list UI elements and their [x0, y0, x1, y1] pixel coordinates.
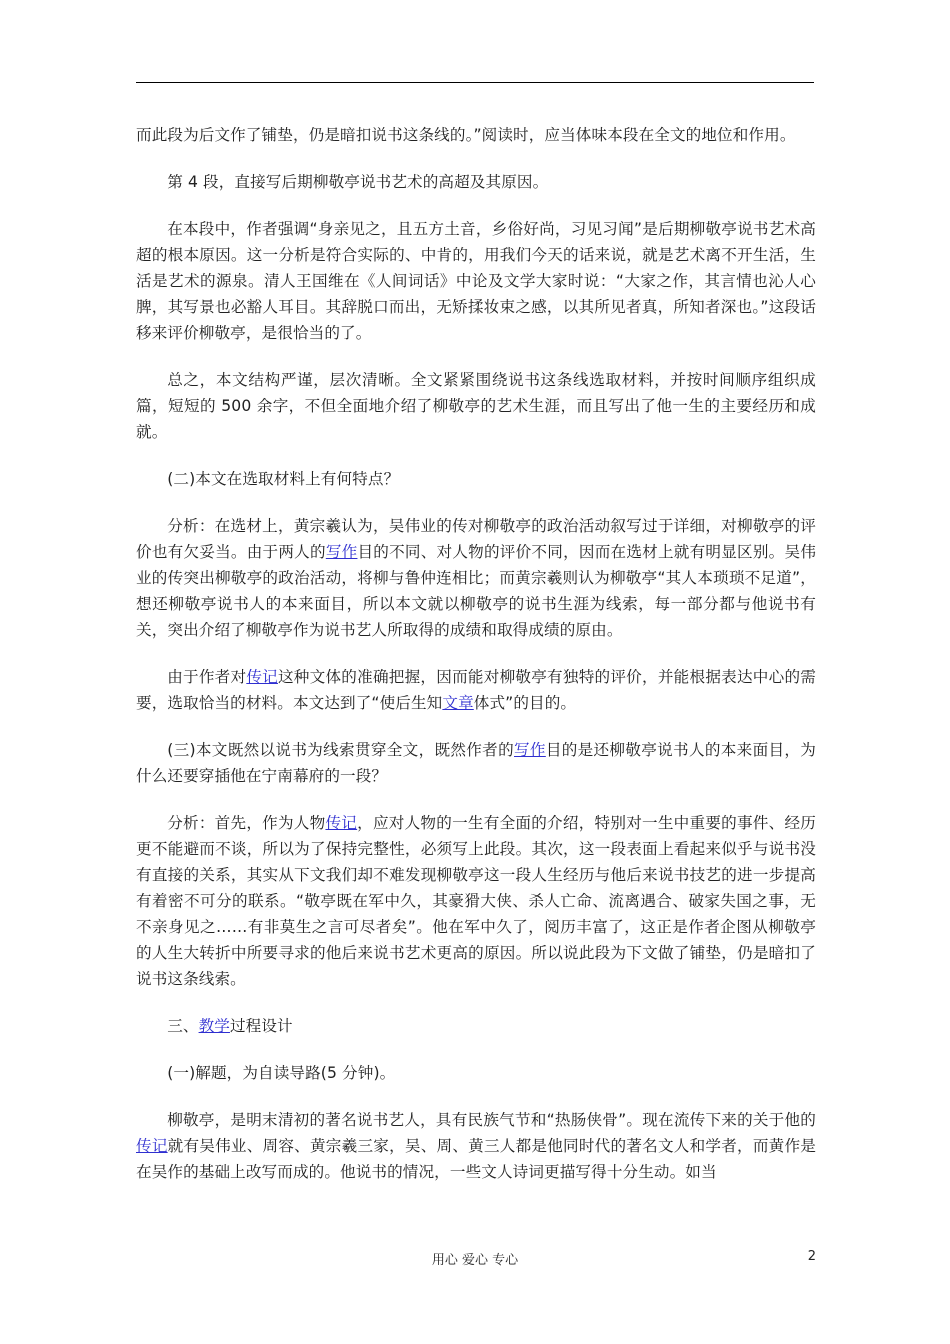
paragraph — [136, 513, 816, 643]
paragraph — [136, 1060, 816, 1086]
paragraph-text: 就有吴伟业、周容、黄宗羲三家，吴、周、黄三人都是他同时代的著名文人和学者，而黄作是在吴作的基础上改写而成的。他说书的情况，一些文人诗词更描写得十分生动。如当 — [136, 1137, 816, 1181]
footer-motto: 用心 爱心 专心 — [431, 1253, 519, 1268]
inline-link[interactable]: 教学 — [198, 1017, 230, 1035]
paragraph-text: 分析：在选材上，黄宗羲认为，吴伟业的传对柳敬亭的政治活动叙写过于详细，对柳敬亭的评价也有欠妥当。由于两人的 — [136, 517, 816, 561]
document-body — [136, 122, 816, 1206]
page-number: 2 — [807, 1249, 816, 1264]
paragraph — [136, 1107, 816, 1185]
inline-link[interactable]: 写作 — [514, 741, 546, 759]
inline-link[interactable]: 文章 — [442, 694, 474, 712]
paragraph-text: 这种文体的准确把握，因而能对柳敬亭有独特的评价，并能根据表达中心的需要，选取恰当的材料。本文达到了“使后生知 — [136, 668, 816, 712]
paragraph-text: 总之，本文结构严谨，层次清晰。全文紧紧围绕说书这条线选取材料，并按时间顺序组织成篇，短短的 500 余字，不但全面地介绍了柳敬亭的艺术生涯，而且写出了他一生的主要经历和成就。 — [136, 371, 816, 441]
paragraph — [136, 122, 816, 148]
paragraph — [136, 737, 816, 789]
paragraph-text: 体式”的目的。 — [473, 694, 577, 712]
paragraph-text: 第 4 段，直接写后期柳敬亭说书艺术的高超及其原因。 — [167, 173, 549, 191]
paragraph-text: 目的是还柳敬亭说书人的本来面目，为什么还要穿插他在宁南幕府的一段？ — [136, 741, 816, 785]
paragraph-text: 分析：首先，作为人物 — [167, 814, 326, 832]
paragraph — [136, 466, 816, 492]
inline-link[interactable]: 写作 — [325, 543, 358, 561]
paragraph-text: (二)本文在选取材料上有何特点？ — [167, 470, 400, 488]
paragraph-text: 由于作者对 — [167, 668, 247, 686]
paragraph-text: 三、 — [167, 1017, 199, 1035]
paragraph-text: ，应对人物的一生有全面的介绍，特别对一生中重要的事件、经历更不能避而不谈，所以为了保持完整性，必须写上此段。其次，这一段表面上看起来似乎与说书没有直接的关系，其实从下文我们却不难发现柳敬亭这一段人生经历与他后来说书技艺的进一步提高有着密不可分的联系。“敬亭既在军中久，其豪猾大侠、杀人亡命、流离遇合、破家失国之事，无不亲身见之……有非莫生之言可尽者矣”。他在军中久了，阅历丰富了，这正是作者企图从柳敬亭的人生大转折中所要寻求的他后来说书艺术更高的原因。所以说此段为下文做了铺垫，仍是暗扣了说书这条线索。 — [136, 814, 816, 988]
inline-link[interactable]: 传记 — [325, 814, 358, 832]
paragraph-text: 过程设计 — [229, 1017, 293, 1035]
paragraph — [136, 169, 816, 195]
paragraph-text: 而此段为后文作了铺垫，仍是暗扣说书这条线的。”阅读时，应当体味本段在全文的地位和作用。 — [136, 126, 796, 144]
paragraph — [136, 1013, 816, 1039]
paragraph — [136, 664, 816, 716]
inline-link[interactable]: 传记 — [246, 668, 278, 686]
paragraph — [136, 216, 816, 346]
paragraph-text: 在本段中，作者强调“身亲见之，且五方土音，乡俗好尚，习见习闻”是后期柳敬亭说书艺术高超的根本原因。这一分析是符合实际的、中肯的，用我们今天的话来说，就是艺术离不开生活，生活是艺术的源泉。清人王国维在《人间词话》中论及文学大家时说：“大家之作，其言情也沁人心脾，其写景也必豁人耳目。其辞脱口而出，无矫揉妆束之感，以其所见者真，所知者深也。”这段话移来评价柳敬亭，是很恰当的了。 — [136, 220, 816, 342]
inline-link[interactable]: 传记 — [136, 1137, 168, 1155]
paragraph-text: (一)解题，为自读导路(5 分钟)。 — [167, 1064, 396, 1082]
header-rule — [136, 82, 814, 83]
paragraph-text: 目的不同、对人物的评价不同，因而在选材上就有明显区别。吴伟业的传突出柳敬亭的政治活动，将柳与鲁仲连相比；而黄宗羲则认为柳敬亭“其人本琐琐不足道”，想还柳敬亭说书人的本来面目，所以本文就以柳敬亭的说书生涯为线索，每一部分都与他说书有关，突出介绍了柳敬亭作为说书艺人所取得的成绩和取得成绩的原由。 — [136, 543, 817, 639]
paragraph-text: 柳敬亭，是明末清初的著名说书艺人，具有民族气节和“热肠侠骨”。现在流传下来的关于他的 — [167, 1111, 816, 1129]
paragraph — [136, 367, 816, 445]
paragraph-text: (三)本文既然以说书为线索贯穿全文，既然作者的 — [167, 741, 514, 759]
paragraph — [136, 810, 816, 992]
